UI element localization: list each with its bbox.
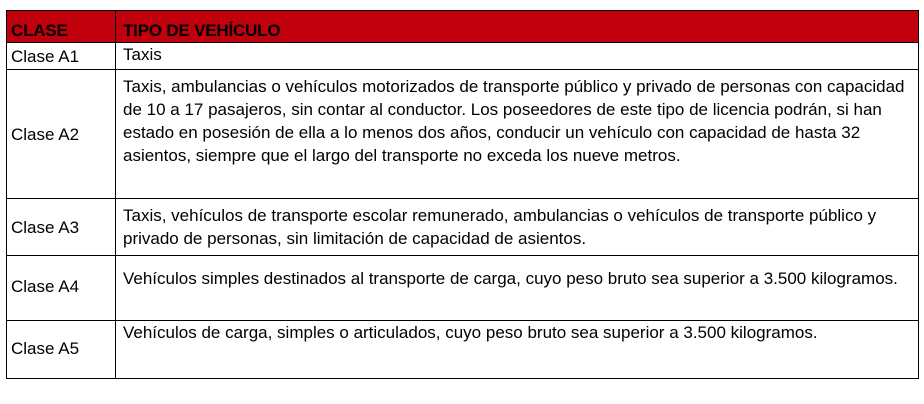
cell-tipo-de-vehiculo: Vehículos de carga, simples o articulados, cuyo peso bruto sea superior a 3.500 kilogramos. xyxy=(116,321,919,379)
table-row xyxy=(7,199,919,256)
table-row xyxy=(7,256,919,321)
table-row xyxy=(7,70,919,199)
cell-tipo-de-vehiculo: Taxis, ambulancias o vehículos motorizados de transporte público y privado de personas con capacidad de 10 a 17 pasajeros, sin contar al conductor. Los poseedores de este tipo de licencia podrán, si han estado en posesión de ella a lo menos dos años, conducir un vehículo con capacidad de hasta 32 asientos, siempre que el largo del transporte no exceda los nueve metros. xyxy=(116,70,919,199)
cell-tipo-de-vehiculo: Taxis xyxy=(116,43,919,70)
cell-clase: Clase A5 xyxy=(7,321,116,379)
column-header-tipo-de-vehiculo: TIPO DE VEHÍCULO xyxy=(116,11,919,43)
cell-tipo-de-vehiculo: Taxis, vehículos de transporte escolar remunerado, ambulancias o vehículos de transporte público y privado de personas, sin limitación de capacidad de asientos. xyxy=(116,199,919,256)
cell-clase: Clase A2 xyxy=(7,70,116,199)
cell-clase: Clase A4 xyxy=(7,256,116,321)
column-header-clase: CLASE xyxy=(7,11,116,43)
table-row xyxy=(7,43,919,70)
table-row xyxy=(7,321,919,379)
licence-classes-table-container xyxy=(6,10,918,379)
cell-clase: Clase A3 xyxy=(7,199,116,256)
cell-tipo-de-vehiculo: Vehículos simples destinados al transporte de carga, cuyo peso bruto sea superior a 3.500 kilogramos. xyxy=(116,256,919,321)
table-header-row xyxy=(7,11,919,43)
cell-clase: Clase A1 xyxy=(7,43,116,70)
licence-classes-table xyxy=(6,10,919,379)
